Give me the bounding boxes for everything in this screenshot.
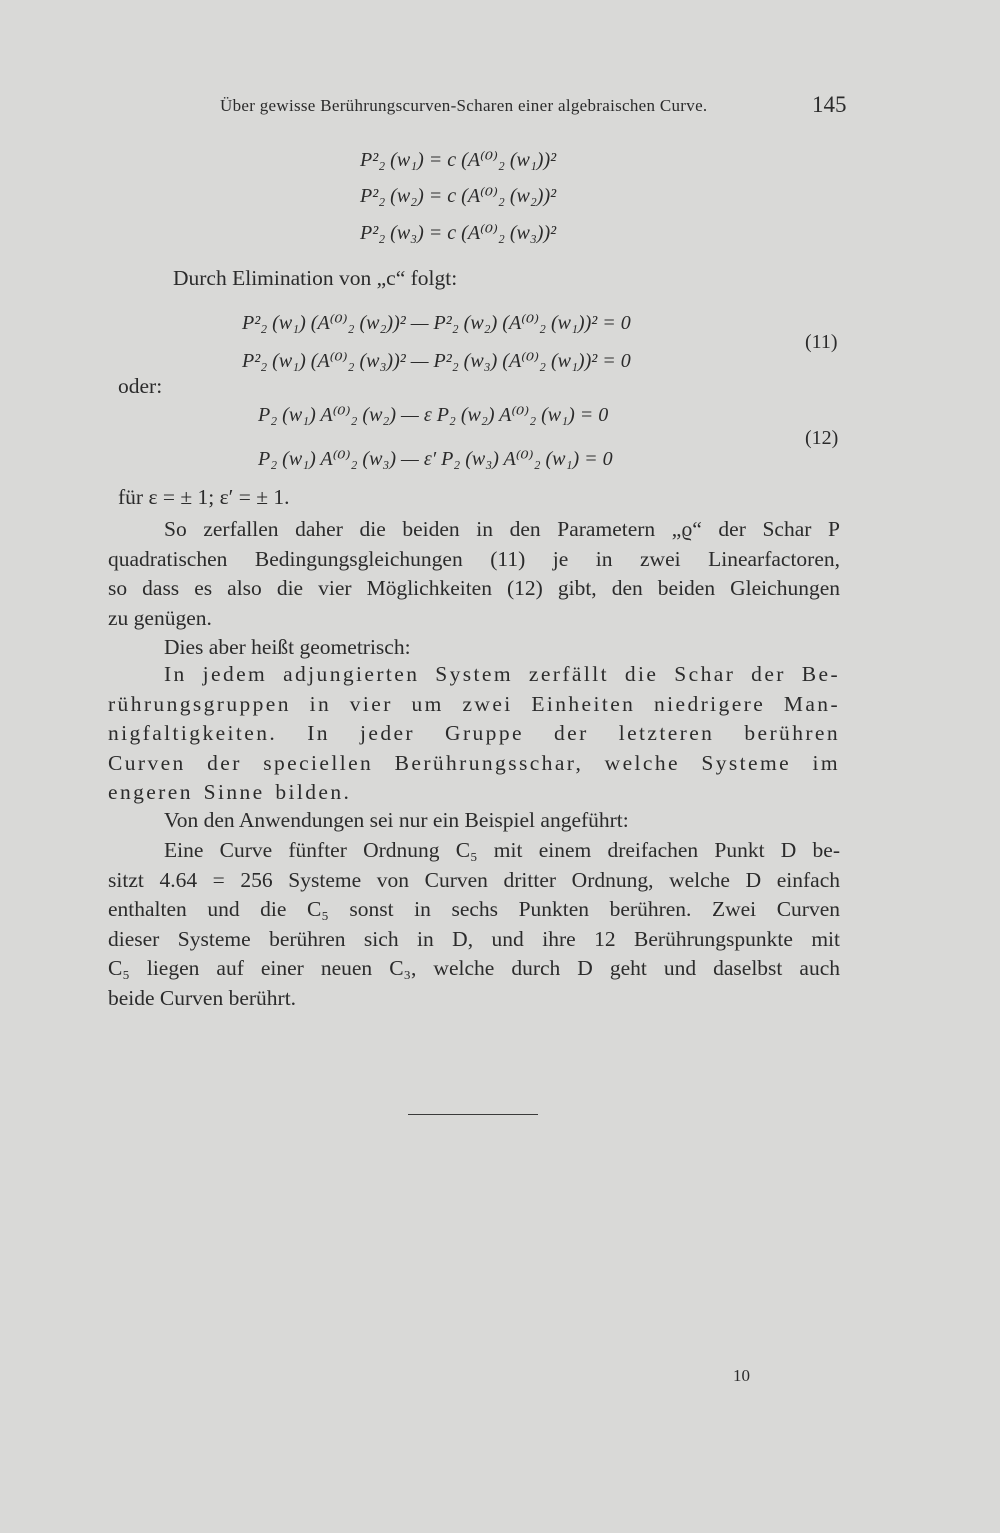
- equation-top-3: P²₂ (w₃) = c (A⁽⁰⁾₂ (w₃))²: [360, 222, 557, 244]
- paragraph-zerfallen: [108, 515, 840, 633]
- paragraph-example: [108, 836, 840, 1013]
- text-line: beide Curven berührt.: [108, 985, 297, 1010]
- text-line: sitzt 4.64 = 256 Systeme von Curven dritter Ordnung, welche D einfach: [108, 867, 840, 892]
- equation-12a: P₂ (w₁) A⁽⁰⁾₂ (w₂) — ε P₂ (w₂) A⁽⁰⁾₂ (w₁) = 0: [258, 404, 609, 426]
- text-line: engeren Sinne bilden.: [108, 780, 352, 804]
- text-line: Curven der speciellen Berührungsschar, welche Systeme im: [108, 750, 840, 775]
- paragraph-anwendungen: [108, 806, 840, 836]
- text-line: Eine Curve fünfter Ordnung C₅ mit einem dreifachen Punkt D be-: [164, 838, 840, 862]
- oder-label: oder:: [118, 374, 163, 398]
- elimination-text: Durch Elimination von „c“ folgt:: [173, 266, 458, 290]
- equation-number-11: (11): [805, 331, 838, 353]
- paragraph-geometrisch: [108, 633, 840, 663]
- text-line: rührungsgruppen in vier um zwei Einheiten niedrigere Man-: [108, 691, 840, 716]
- text-line: zu genügen.: [108, 605, 212, 630]
- equation-top-2: P²₂ (w₂) = c (A⁽⁰⁾₂ (w₂))²: [360, 185, 557, 207]
- signature-mark: 10: [733, 1366, 750, 1385]
- text-line: so dass es also die vier Möglichkeiten (12) gibt, den beiden Gleichungen: [108, 576, 840, 600]
- text-line: quadratischen Bedingungsgleichungen (11) je in zwei Linearfactoren,: [108, 546, 840, 571]
- text-line: dieser Systeme berühren sich in D, und ihre 12 Berührungspunkte mit: [108, 926, 840, 951]
- text-line: In jedem adjungierten System zerfällt die Schar der Be-: [164, 662, 840, 686]
- text-line: Von den Anwendungen sei nur ein Beispiel angeführt:: [164, 808, 629, 832]
- page-number: 145: [812, 92, 847, 117]
- equation-12b: P₂ (w₁) A⁽⁰⁾₂ (w₃) — ε′ P₂ (w₃) A⁽⁰⁾₂ (w₁) = 0: [258, 448, 613, 470]
- running-title: Über gewisse Berührungscurven-Scharen einer algebraischen Curve.: [220, 96, 708, 115]
- text-line: C₅ liegen auf einer neuen C₃, welche durch D geht und daselbst auch: [108, 956, 840, 980]
- text-line: Dies aber heißt geometrisch:: [164, 635, 411, 659]
- text-line: enthalten und die C₅ sonst in sechs Punkten berühren. Zwei Curven: [108, 897, 840, 921]
- equation-top-1: P²₂ (w₁) = c (A⁽⁰⁾₂ (w₁))²: [360, 149, 557, 171]
- equation-number-12: (12): [805, 427, 839, 449]
- theorem-statement: [108, 660, 840, 808]
- text-line: So zerfallen daher die beiden in den Parametern „ϱ“ der Schar P: [164, 517, 840, 541]
- text-line: nigfaltigkeiten. In jeder Gruppe der letzteren berühren: [108, 721, 840, 745]
- section-end-rule: [408, 1114, 538, 1115]
- equation-11a: P²₂ (w₁) (A⁽⁰⁾₂ (w₂))² — P²₂ (w₂) (A⁽⁰⁾₂ (w₁))² = 0: [242, 312, 631, 334]
- equation-11b: P²₂ (w₁) (A⁽⁰⁾₂ (w₃))² — P²₂ (w₃) (A⁽⁰⁾₂ (w₁))² = 0: [242, 350, 631, 372]
- epsilon-condition: für ε = ± 1; ε′ = ± 1.: [118, 485, 290, 509]
